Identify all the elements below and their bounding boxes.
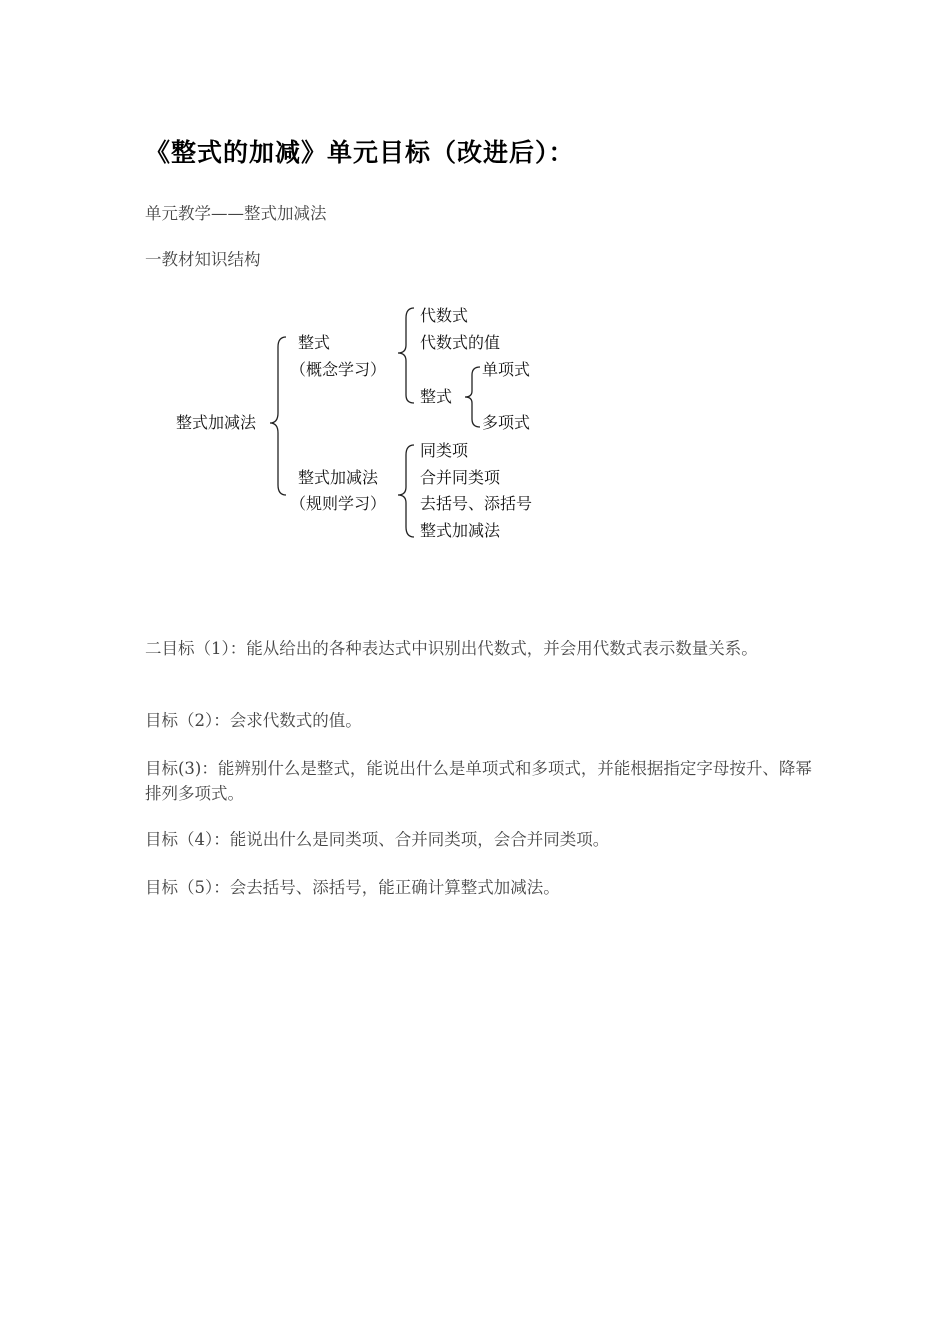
branch1-sub-node: 整式 [420, 387, 453, 406]
branch1-item-0: 代数式 [420, 306, 469, 325]
unit-subtitle: 单元教学——整式加减法 [145, 204, 327, 223]
diagram-root: 整式加减法 [176, 413, 257, 432]
knowledge-structure-diagram [160, 295, 580, 555]
goal-5: 目标（5）：会去括号、添括号，能正确计算整式加减法。 [145, 878, 560, 897]
goal-2: 目标（2）：会求代数式的值。 [145, 711, 362, 730]
sub-item-0: 单项式 [482, 360, 531, 379]
branch1-subtitle: （概念学习） [290, 360, 387, 379]
branch2-item-3: 整式加减法 [420, 521, 501, 540]
sub-item-1: 多项式 [482, 413, 531, 432]
branch1-item-1: 代数式的值 [420, 333, 501, 352]
branch2-item-1: 合并同类项 [420, 468, 501, 487]
goal-1: 二目标（1）：能从给出的各种表达式中识别出代数式，并会用代数式表示数量关系。 [145, 639, 758, 658]
goal-3: 目标(3)：能辨别什么是整式，能说出什么是单项式和多项式，并能根据指定字母按升、降幂排列多项式。 [145, 759, 812, 803]
root-brace [270, 337, 286, 495]
branch2-item-0: 同类项 [420, 441, 469, 460]
sub-node-brace [465, 367, 480, 427]
branch1-brace [398, 308, 414, 403]
branch2-item-2: 去括号、添括号 [420, 494, 533, 513]
branch2-subtitle: （规则学习） [290, 494, 387, 513]
goal-4: 目标（4）：能说出什么是同类项、合并同类项，会合并同类项。 [145, 830, 610, 849]
section-heading-structure: 一教材知识结构 [145, 250, 261, 269]
branch2-brace [398, 445, 414, 537]
branch2-title: 整式加减法 [298, 468, 379, 487]
page-title: 《整式的加减》单元目标（改进后）： [145, 138, 575, 167]
branch1-title: 整式 [298, 333, 331, 352]
